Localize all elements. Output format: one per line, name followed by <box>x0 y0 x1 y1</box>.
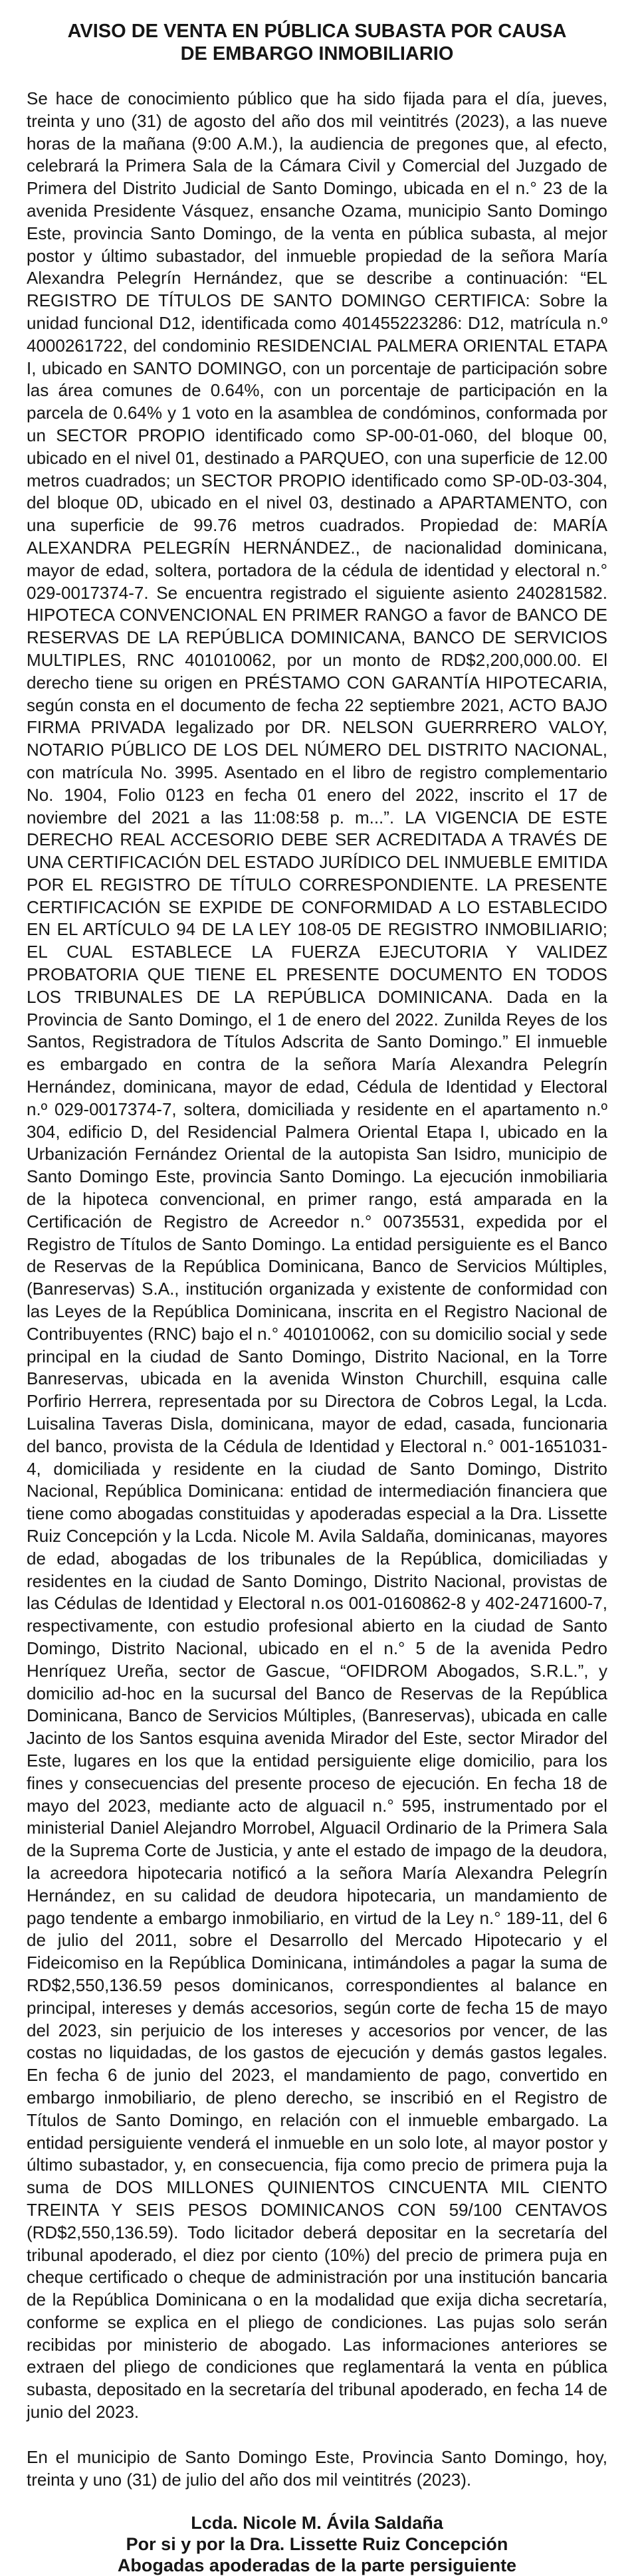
closing-statement: En el municipio de Santo Domingo Este, Provincia Santo Domingo, hoy, treinta y uno (31) de julio del año dos mil veintitrés (2023). <box>27 2446 607 2490</box>
notice-body: Se hace de conocimiento público que ha sido fijada para el día, jueves, treinta y uno (31) de agosto del año dos mil veintitrés (2023), a las nueve horas de la mañana (9:00 A.M.), la audiencia de pregones que, al efecto, celebrará la Primera Sala de la Cámara Civil y Comercial del Juzgado de Primera del Distrito Judicial de Santo Domingo, ubicada en el n.° 23 de la avenida Presidente Vásquez, ensanche Ozama, municipio Santo Domingo Este, provincia Santo Domingo, de la venta en pública subasta, al mejor postor y último subastador, del inmueble propiedad de la señora María Alexandra Pelegrín Hernández, que se describe a continuación: “EL REGISTRO DE TÍTULOS DE SANTO DOMINGO CERTIFICA: Sobre la unidad funcional D12, identificada como 401455223286: D12, matrícula n.º 4000261722, del condominio RESIDENCIAL PALMERA ORIENTAL ETAPA I, ubicado en SANTO DOMINGO, con un porcentaje de participación sobre las área comunes de 0.64%, con un porcentaje de participación en la parcela de 0.64% y 1 voto en la asamblea de condóminos, conformada por un SECTOR PROPIO identificado como SP-00-01-060, del bloque 00, ubicado en el nivel 01, destinado a PARQUEO, con una superficie de 12.00 metros cuadrados; un SECTOR PROPIO identificado como SP-0D-03-304, del bloque 0D, ubicado en el nivel 03, destinado a APARTAMENTO, con una superficie de 99.76 metros cuadrados. Propiedad de: MARÍA ALEXANDRA PELEGRÍN HERNÁNDEZ., de nacionalidad dominicana, mayor de edad, soltera, portadora de la cédula de identidad y electoral n.° 029-0017374-7. Se encuentra registrado el siguiente asiento 240281582. HIPOTECA CONVENCIONAL EN PRIMER RANGO a favor de BANCO DE RESERVAS DE LA REPÚBLICA DOMINICANA, BANCO DE SERVICIOS MULTIPLES, RNC 401010062, por un monto de RD$2,200,000.00. El derecho tiene su origen en PRÉSTAMO CON GARANTÍA HIPOTECARIA, según consta en el documento de fecha 22 septiembre 2021, ACTO BAJO FIRMA PRIVADA legalizado por DR. NELSON GUERRRERO VALOY, NOTARIO PÚBLICO DE LOS DEL NÚMERO DEL DISTRITO NACIONAL, con matrícula No. 3995. Asentado en el libro de registro complementario No. 1904, Folio 0123 en fecha 01 enero del 2022, inscrito el 17 de noviembre del 2021 a las 11:08:58 p. m...”. LA VIGENCIA DE ESTE DERECHO REAL ACCESORIO DEBE SER ACREDITADA A TRAVÉS DE UNA CERTIFICACIÓN DEL ESTADO JURÍDICO DEL INMUEBLE EMITIDA POR EL REGISTRO DE TÍTULO CORRESPONDIENTE. LA PRESENTE CERTIFICACIÓN SE EXPIDE DE CONFORMIDAD A LO ESTABLECIDO EN EL ARTÍCULO 94 DE LA LEY 108-05 DE REGISTRO INMOBILIARIO; EL CUAL ESTABLECE LA FUERZA EJECUTORIA Y VALIDEZ PROBATORIA QUE TIENE EL PRESENTE DOCUMENTO EN TODOS LOS TRIBUNALES DE LA REPÚBLICA DOMINICANA. Dada en la Provincia de Santo Domingo, el 1 de enero del 2022. Zunilda Reyes de los Santos, Registradora de Títulos Adscrita de Santo Domingo.” El inmueble es embargado en contra de la señora María Alexandra Pelegrín Hernández, dominicana, mayor de edad, Cédula de Identidad y Electoral n.º 029-0017374-7, soltera, domiciliada y residente en el apartamento n.º 304, edificio D, del Residencial Palmera Oriental Etapa I, ubicado en la Urbanización Fernández Oriental de la autopista San Isidro, municipio de Santo Domingo Este, provincia Santo Domingo. La ejecución inmobiliaria de la hipoteca convencional, en primer rango, está amparada en la Certificación de Registro de Acreedor n.° 00735531, expedida por el Registro de Títulos de Santo Domingo. La entidad persiguiente es el Banco de Reservas de la República Dominicana, Banco de Servicios Múltiples, (Banreservas) S.A., institución organizada y existente de conformidad con las Leyes de la República Dominicana, inscrita en el Registro Nacional de Contribuyentes (RNC) bajo el n.° 401010062, con su domicilio social y sede principal en la ciudad de Santo Domingo, Distrito Nacional, en la Torre Banreservas, ubicada en la avenida Winston Churchill, esquina calle Porfirio Herrera, representada por su Directora de Cobros Legal, la Lcda. Luisalina Taveras Disla, dominicana, mayor de edad, casada, funcionaria del banco, provista de la Cédula de Identidad y Electoral n.° 001-1651031-4, domiciliada y residente en la ciudad de Santo Domingo, Distrito Nacional, República Dominicana: entidad de intermediación financiera que tiene como abogadas constituidas y apoderadas especial a la Dra. Lissette Ruiz Concepción y la Lcda. Nicole M. Avila Saldaña, dominicanas, mayores de edad, abogadas de los tribunales de la República, domiciliadas y residentes en la ciudad de Santo Domingo, Distrito Nacional, provistas de las Cédulas de Identidad y Electoral n.os 001-0160862-8 y 402-2471600-7, respectivamente, con estudio profesional abierto en la ciudad de Santo Domingo, Distrito Nacional, ubicado en el n.° 5 de la avenida Pedro Henríquez Ureña, sector de Gascue, “OFIDROM Abogados, S.R.L.”, y domicilio ad-hoc en la sucursal del Banco de Reservas de la República Dominicana, Banco de Servicios Múltiples, (Banreservas), ubicada en calle Jacinto de los Santos esquina avenida Mirador del Este, sector Mirador del Este, lugares en los que la entidad persiguiente elige domicilio, para los fines y consecuencias del presente proceso de ejecución. En fecha 18 de mayo del 2023, mediante acto de alguacil n.° 595, instrumentado por el ministerial Daniel Alejandro Morrobel, Alguacil Ordinario de la Primera Sala de la Suprema Corte de Justicia, y ante el estado de impago de la deudora, la acreedora hipotecaria notificó a la señora María Alexandra Pelegrín Hernández, en su calidad de deudora hipotecaria, un mandamiento de pago tendente a embargo inmobiliario, en virtud de la Ley n.° 189-11, del 6 de julio del 2011, sobre el Desarrollo del Mercado Hipotecario y el Fideicomiso en la República Dominicana, intimándoles a pagar la suma de RD$2,550,136.59 pesos dominicanos, correspondientes al balance en principal, intereses y demás accesorios, según corte de fecha 15 de mayo del 2023, sin perjuicio de los intereses y accesorios por vencer, de las costas no liquidadas, de los gastos de ejecución y demás gastos legales. En fecha 6 de junio del 2023, el mandamiento de pago, convertido en embargo inmobiliario, de pleno derecho, se inscribió en el Registro de Títulos de Santo Domingo, en relación con el inmueble embargado. La entidad persiguiente venderá el inmueble en un solo lote, al mayor postor y último subastador, y, en consecuencia, fija como precio de primera puja la suma de DOS MILLONES QUINIENTOS CINCUENTA MIL CIENTO TREINTA Y SEIS PESOS DOMINICANOS CON 59/100 CENTAVOS (RD$2,550,136.59). Todo licitador deberá depositar en la secretaría del tribunal apoderado, el diez por ciento (10%) del precio de primera puja en cheque certificado o cheque de administración por una institución bancaria de la República Dominicana o en la modalidad que exija dicha secretaría, conforme se explica en el pliego de condiciones. Las pujas solo serán recibidas por ministerio de abogado. Las informaciones anteriores se extraen del pliego de condiciones que reglamentará la venta en pública subasta, depositado en la secretaría del tribunal apoderado, en fecha 14 de junio del 2023. <box>27 88 607 2422</box>
signatory-name: Lcda. Nicole M. Ávila Saldaña <box>191 2512 443 2533</box>
signatory-role-line-2: Abogadas apoderadas de la parte persiguiente <box>117 2555 517 2575</box>
signatory-role-line-1: Por si y por la Dra. Lissette Ruiz Concepción <box>126 2533 508 2554</box>
notice-title <box>27 20 607 65</box>
notice-title-line-2: DE EMBARGO INMOBILIARIO <box>180 43 454 64</box>
notice-title-line-1: AVISO DE VENTA EN PÚBLICA SUBASTA POR CAUSA <box>67 21 567 42</box>
signature-block <box>27 2512 607 2576</box>
